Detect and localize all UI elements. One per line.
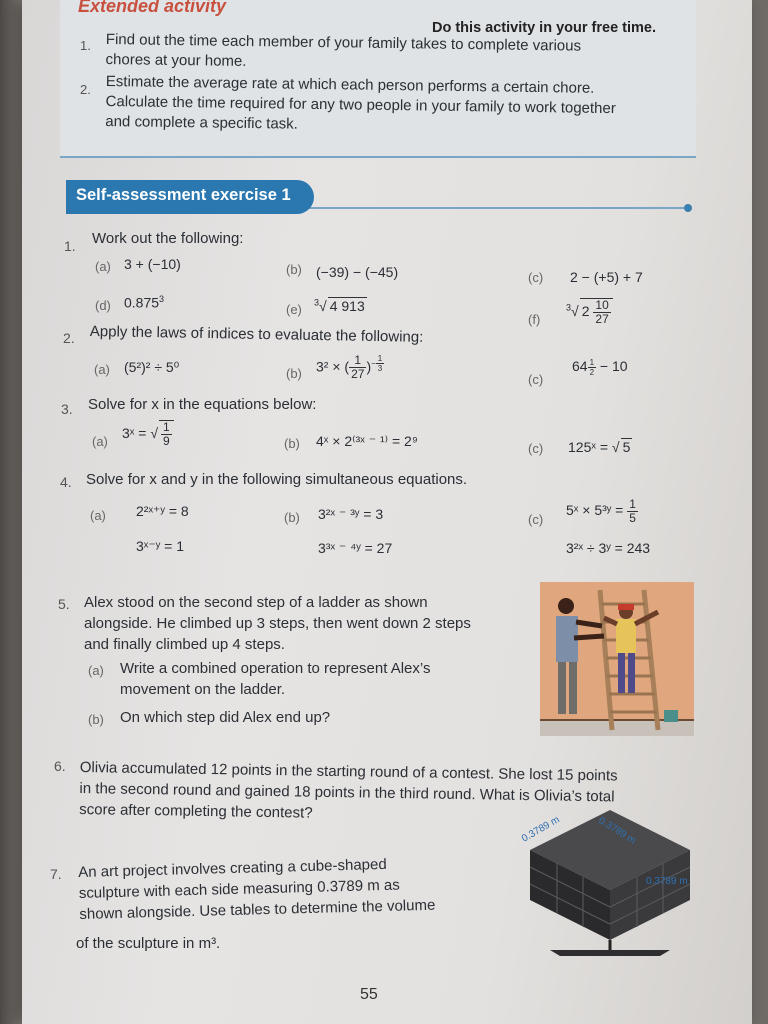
book-binding	[0, 0, 22, 1024]
q1e-label: (e)	[286, 302, 302, 317]
q7-line-1: An art project involves creating a cube-shaped	[78, 855, 387, 881]
section-rule-dot	[684, 204, 692, 212]
q3a-expression: 3ˣ = √ $\frac{1}{9}$	[122, 420, 174, 448]
q4c-label: (c)	[528, 512, 544, 527]
q5a-line-1: Write a combined operation to represent Alex’s	[120, 660, 431, 677]
q2b-numerator: 1	[349, 354, 366, 368]
q4b-equation-2: 3³ˣ ⁻ ⁴ʸ = 27	[318, 540, 393, 556]
q4c-denominator: 5	[629, 511, 636, 525]
q2b-exp-sign: −	[371, 358, 376, 368]
ladder-illustration	[540, 582, 694, 736]
ext-item-2-line1: Estimate the average rate at which each person performs a certain chore.	[105, 72, 595, 97]
paint-bucket	[664, 710, 678, 722]
ext-item-1	[105, 30, 696, 78]
cube-dimension-label-top: 0.3789 m	[596, 815, 638, 847]
q7-line-3: shown alongside. Use tables to determine the volume	[79, 896, 436, 923]
q2b-label: (b)	[286, 366, 302, 381]
q5b-text: On which step did Alex end up?	[120, 709, 331, 726]
ext-item-1-line1: Find out the time each member of your family takes to complete various	[105, 30, 582, 55]
q2b-lead: 3² × (	[316, 358, 350, 375]
q2a-label: (a)	[94, 362, 110, 377]
q3-prompt: Solve for x in the equations below:	[88, 396, 317, 413]
q5-line-1: Alex stood on the second step of a ladder as shown	[84, 594, 428, 611]
q5-text	[84, 592, 534, 655]
q1d-label: (d)	[95, 298, 111, 313]
q1f-whole: 2	[581, 303, 590, 320]
q3a-label: (a)	[92, 434, 108, 449]
q4c-eq1-lhs: 5ˣ × 5³ʸ =	[566, 502, 628, 519]
q1f-expression: $^3$√ 2 $\frac{10}{27}$	[566, 298, 613, 326]
q4a-equation-2: 3ˣ⁻ʸ = 1	[136, 538, 185, 554]
q3a-lhs: 3ˣ =	[122, 425, 151, 442]
q4c-equation-2: 3²ˣ ÷ 3ʸ = 243	[566, 540, 651, 556]
q1e-expression: $^3$√ 4 913	[314, 297, 365, 314]
q4b-equation-1: 3²ˣ ⁻ ³ʸ = 3	[318, 506, 384, 522]
q2c-expression	[572, 358, 628, 377]
q3a-denominator: 9	[163, 434, 170, 448]
q2c-label: (c)	[528, 372, 544, 387]
ext-item-1-number: 1.	[80, 38, 91, 53]
q2-prompt: Apply the laws of indices to evaluate the following:	[89, 323, 424, 346]
q1e-root-index: 3	[314, 297, 320, 308]
q2b-exp-numerator: 1	[377, 354, 383, 363]
q4-number: 4.	[60, 474, 72, 490]
q4a-label: (a)	[90, 508, 106, 523]
q3c-label: (c)	[528, 441, 544, 456]
ext-item-2-number: 2.	[80, 82, 91, 97]
q1c-expression: 2 − (+5) + 7	[570, 269, 643, 285]
q1f-label: (f)	[528, 312, 541, 327]
q1a-expression: 3 + (−10)	[124, 256, 181, 272]
q1d-exponent: 3	[159, 294, 165, 304]
q1b-label: (b)	[286, 262, 302, 277]
q3b-expression: 4ˣ × 2⁽³ˣ ⁻ ¹⁾ = 2⁹	[316, 433, 418, 449]
q1d-expression	[124, 294, 164, 311]
q4c-equation-1	[566, 498, 638, 525]
q5-line-2: alongside. He climbed up 3 steps, then went down 2 steps	[84, 615, 471, 632]
q2a-expression: (5²)² ÷ 5⁰	[124, 359, 180, 375]
q3-number: 3.	[61, 401, 73, 417]
extended-activity-title: Extended activity	[78, 0, 227, 16]
q4c-numerator: 1	[629, 497, 636, 511]
q4-prompt: Solve for x and y in the following simultaneous equations.	[86, 471, 468, 488]
q6-line-1: Olivia accumulated 12 points in the starting round of a contest. She lost 15 points	[79, 758, 618, 785]
section-rule	[300, 207, 688, 209]
q3c-lhs: 125ˣ =	[568, 439, 612, 455]
q7-text	[78, 850, 519, 924]
ext-item-2-line3: and complete a specific task.	[105, 112, 299, 133]
q7-number: 7.	[50, 866, 62, 882]
q1-prompt: Work out the following:	[92, 230, 244, 247]
q1d-base: 0.875	[124, 294, 160, 311]
q2b-expression	[316, 354, 384, 381]
q5a-text	[120, 658, 540, 700]
q5-line-3: and finally climbed up 4 steps.	[84, 636, 285, 653]
q4a-equation-1: 2²ˣ⁺ʸ = 8	[136, 503, 189, 519]
cube-dimension-label-left: 0.3789 m	[520, 814, 562, 845]
ext-item-1-line2: chores at your home.	[105, 50, 247, 70]
q3b-label: (b)	[284, 436, 300, 451]
page-number: 55	[360, 986, 378, 1003]
q3c-expression: 125ˣ = √ 5	[568, 439, 631, 455]
q1f-denominator: 27	[595, 312, 609, 326]
section-title: Self-assessment exercise 1	[76, 186, 291, 204]
q1-number: 1.	[64, 238, 76, 254]
ext-item-2	[105, 72, 696, 140]
q5-number: 5.	[58, 596, 70, 612]
q1f-root-index: 3	[566, 302, 572, 313]
q4b-label: (b)	[284, 510, 300, 525]
q6-number: 6.	[54, 758, 66, 774]
extended-activity-note: Do this activity in your free time.	[432, 20, 656, 36]
floor	[540, 720, 694, 736]
q2c-exp-numerator: 1	[589, 358, 595, 367]
cube-sculpture-illustration	[510, 800, 710, 960]
q5b-label: (b)	[88, 712, 104, 727]
q1f-numerator: 10	[595, 298, 609, 312]
cube-base	[550, 950, 670, 956]
q5a-label: (a)	[88, 663, 104, 678]
ext-item-2-line2: Calculate the time required for any two people in your family to work together	[105, 92, 616, 118]
q7-line-2: sculpture with each side measuring 0.3789 m as	[78, 876, 400, 902]
q2c-base: 64	[572, 358, 588, 374]
q5a-line-2: movement on the ladder.	[120, 681, 286, 698]
q6-line-3: score after completing the contest?	[79, 800, 313, 822]
q1a-label: (a)	[95, 259, 111, 274]
q1c-label: (c)	[528, 270, 544, 285]
q3c-radicand: 5	[622, 439, 631, 455]
q3a-numerator: 1	[163, 420, 170, 434]
q6-line-2: in the second round and gained 18 points in the third round. What is Olivia’s total	[79, 779, 615, 806]
q2c-tail: − 10	[596, 358, 628, 374]
q2b-exp-denominator: 3	[377, 364, 383, 373]
q2c-exp-denominator: 2	[589, 368, 595, 377]
q7-line-4: of the sculpture in m³.	[76, 935, 221, 952]
q1e-radicand: 4 913	[329, 298, 365, 314]
q2b-denominator: 27	[351, 367, 365, 382]
q2b-close: )	[366, 358, 372, 375]
q2-number: 2.	[63, 330, 75, 346]
q1b-expression: (−39) − (−45)	[316, 264, 399, 280]
cube-dimension-label-right: 0.3789 m	[646, 876, 688, 887]
